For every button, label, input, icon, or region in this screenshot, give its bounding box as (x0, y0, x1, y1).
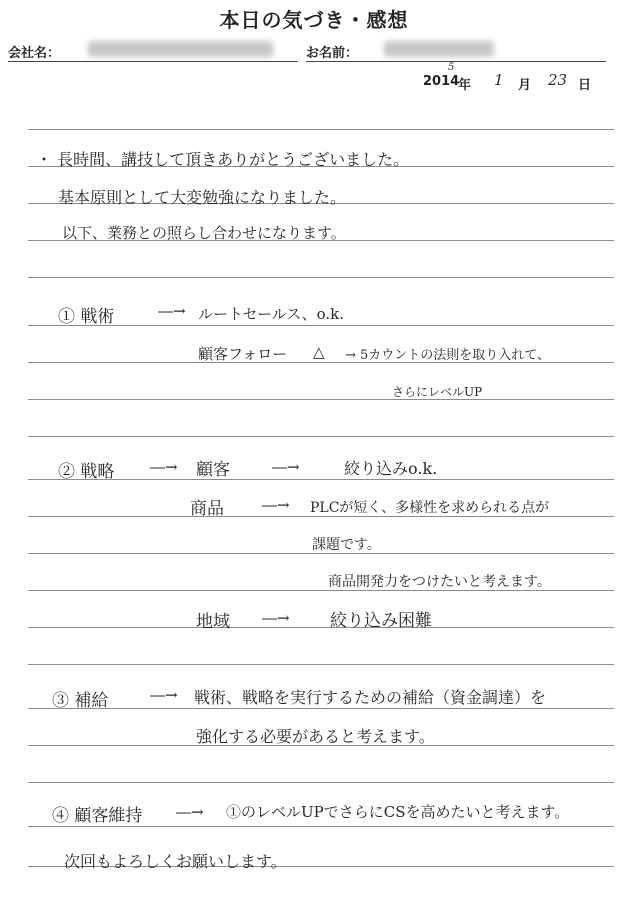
section-2-arrow-b: ―→ (262, 496, 290, 514)
section-2-b-value-3: 商品開発力をつけたいと考えます。 (328, 574, 551, 590)
section-3-text: 戦術、戦略を実行するための補給（資金調達）を (194, 688, 547, 707)
company-label: 会社名： (8, 46, 61, 61)
note-intro-2: 基本原則として大変勉強になりました。 (58, 188, 347, 207)
ruled-line (28, 708, 614, 709)
section-3-heading: ③ 補給 (52, 691, 109, 711)
page-title: 本日の気づき・感想 (219, 8, 409, 32)
note-intro-3: 以下、業務との照らし合わせになります。 (62, 224, 346, 242)
name-underline (306, 61, 606, 62)
date-month-unit: 月 (518, 78, 532, 93)
section-1-arrow: ―→ (158, 302, 186, 320)
ruled-line (28, 399, 614, 400)
company-redacted (88, 41, 273, 57)
section-4-arrow: ―→ (176, 803, 204, 821)
section-2-b-value-2: 課題です。 (312, 537, 381, 553)
section-1-mark: △ (313, 343, 325, 361)
name-label: お名前： (306, 46, 359, 61)
date-day: 23 (548, 71, 568, 89)
section-2-c-value: 絞り込み困難 (330, 611, 432, 631)
ruled-line (28, 129, 614, 130)
company-underline (8, 61, 298, 62)
ruled-line (28, 826, 614, 827)
date-month: 1 (494, 71, 504, 89)
section-3-text-2: 強化する必要があると考えます。 (196, 727, 435, 746)
section-2-arrow-c: ―→ (262, 609, 290, 627)
ruled-line (28, 479, 614, 480)
date-year: 2014 (423, 74, 460, 89)
note-intro-1: ・ 長時間、講技して頂きありがとうございました。 (36, 150, 410, 169)
section-1-sub-detail: → 5カウントの法則を取り入れて、 (345, 348, 551, 363)
ruled-line (28, 664, 614, 665)
ruled-line (28, 782, 614, 783)
section-3-arrow: ―→ (150, 686, 178, 704)
date-year-unit: 年 (458, 78, 472, 93)
section-4-heading: ④ 顧客維持 (52, 806, 143, 826)
section-2-arrow-a: ―→ (150, 458, 178, 476)
section-4-text: ①のレベルUPでさらにCSを高めたいと考えます。 (226, 803, 570, 821)
section-2-arrow-a2: ―→ (272, 458, 300, 476)
ruled-line (28, 627, 614, 628)
section-1-heading: ① 戦術 (58, 307, 115, 327)
section-2-a-label: 顧客 (196, 460, 230, 480)
section-2-c-label: 地域 (196, 612, 230, 632)
ruled-line (28, 277, 614, 278)
section-2-b-value: PLCが短く、多様性を求められる点が (310, 500, 550, 516)
section-2-a-value: 絞り込みo.k. (344, 459, 438, 478)
section-1-sub-detail-2: さらにレベルUP (392, 385, 483, 399)
section-2-b-label: 商品 (190, 499, 224, 519)
date-year-correction: 5 (448, 62, 455, 73)
section-1-sub: 顧客フォロー (198, 345, 288, 363)
closing-text: 次回もよろしくお願いします。 (64, 852, 287, 871)
name-redacted (384, 41, 494, 57)
date-day-unit: 日 (578, 78, 592, 93)
section-2-heading: ② 戦略 (58, 462, 115, 482)
section-1-item: ルートセールス、o.k. (198, 305, 345, 323)
ruled-line (28, 325, 614, 326)
ruled-line (28, 436, 614, 437)
